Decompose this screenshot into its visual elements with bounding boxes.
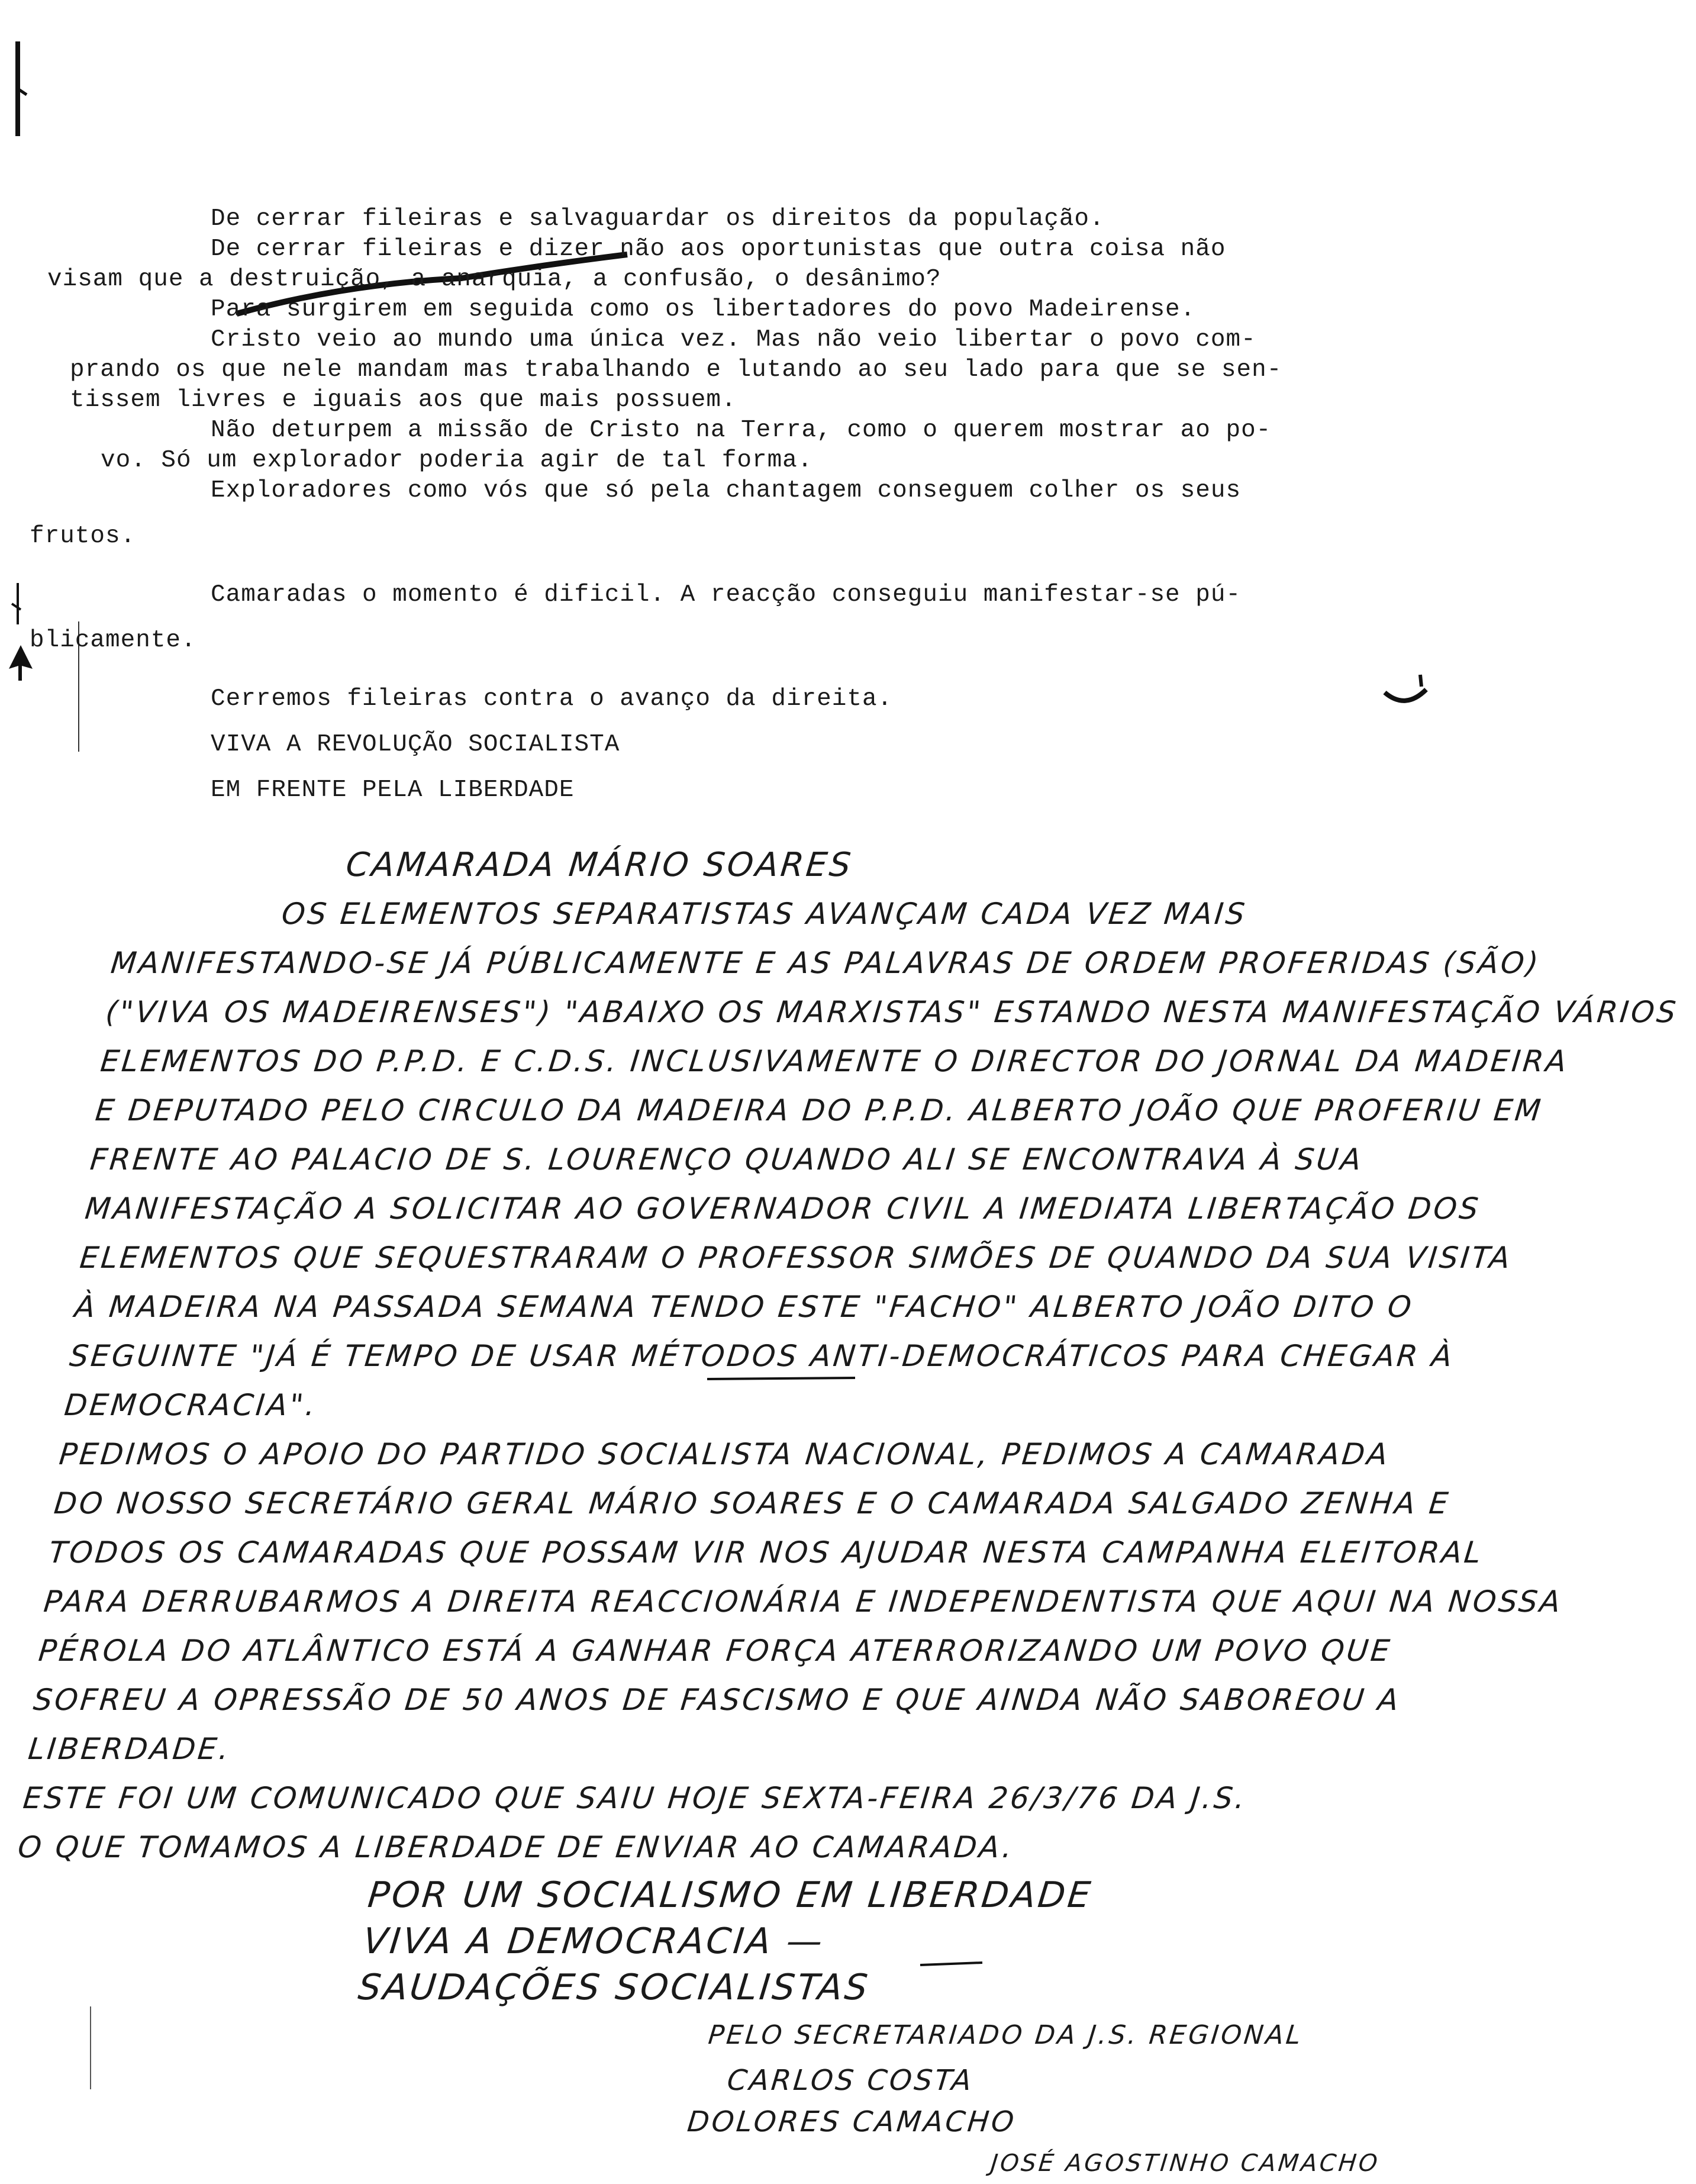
hand-line: DO NOSSO SECRETÁRIO GERAL MÁRIO SOARES E O CAMARADA SALGADO ZENHA E [52,1486,1452,1521]
hand-line: PARA DERRUBARMOS A DIREITA REACCIONÁRIA E INDEPENDENTISTA QUE AQUI NA NOSSA [42,1584,1565,1619]
typed-line: Exploradores como vós que só pela chantagem conseguem colher os seus [211,477,1242,504]
hand-salutation: CAMARADA MÁRIO SOARES [344,846,855,884]
hand-slogan: VIVA A DEMOCRACIA — [361,1921,827,1962]
hand-line: LIBERDADE. [26,1732,233,1766]
hand-line: TODOS OS CAMARADAS QUE POSSAM VIR NOS AJUDAR NESTA CAMPANHA ELEITORAL [47,1535,1485,1570]
typed-slogan: VIVA A REVOLUÇÃO SOCIALISTA [211,731,620,758]
hand-line: ELEMENTOS QUE SEQUESTRARAM O PROFESSOR SIMÕES DE QUANDO DA SUA VISITA [78,1241,1514,1275]
typed-line: Cerremos fileiras contra o avanço da direita. [211,685,893,713]
hand-line: MANIFESTAÇÃO A SOLICITAR AO GOVERNADOR CIVIL A IMEDIATA LIBERTAÇÃO DOS [83,1191,1482,1226]
typed-text-block [30,204,1343,806]
typed-line: frutos. [30,523,136,550]
hand-line: O QUE TOMAMOS A LIBERDADE DE ENVIAR AO CAMARADA. [16,1830,1016,1864]
hand-line: FRENTE AO PALACIO DE S. LOURENÇO QUANDO ALI SE ENCONTRAVA À SUA [88,1142,1365,1177]
handwritten-dash [917,1959,988,1971]
hand-line: MANIFESTANDO-SE JÁ PÚBLICAMENTE E AS PALAVRAS DE ORDEM PROFERIDAS (SÃO) [109,946,1543,980]
signature-name: DOLORES CAMACHO [685,2105,1018,2138]
typed-line: Para surgirem em seguida como os libertadores do povo Madeirense. [211,296,1196,323]
hand-line: ("VIVA OS MADEIRENSES") "ABAIXO OS MARXISTAS" ESTANDO NESTA MANIFESTAÇÃO VÁRIOS [104,995,1680,1029]
hand-slogan: SAUDAÇÕES SOCIALISTAS [356,1967,872,2008]
hand-line: E DEPUTADO PELO CIRCULO DA MADEIRA DO P.P.D. ALBERTO JOÃO QUE PROFERIU EM [93,1093,1545,1128]
hand-line: ELEMENTOS DO P.P.D. E C.D.S. INCLUSIVAMENTE O DIRECTOR DO JORNAL DA MADEIRA [99,1044,1571,1078]
binding-mark [0,36,36,142]
signature-name: JOSÉ AGOSTINHO CAMACHO [989,2150,1381,2177]
right-margin-mark [1379,669,1432,716]
typed-line: tissem livres e iguais aos que mais possuem. [70,386,737,414]
hand-line: À MADEIRA NA PASSADA SEMANA TENDO ESTE "FACHO" ALBERTO JOÃO DITO O [73,1290,1416,1324]
hand-line: PEDIMOS O APOIO DO PARTIDO SOCIALISTA NACIONAL, PEDIMOS A CAMARADA [57,1437,1392,1471]
typed-slogan: EM FRENTE PELA LIBERDADE [211,777,575,804]
typed-line: blicamente. [30,627,196,654]
handwritten-letter [0,840,1680,2184]
hand-line: OS ELEMENTOS SEPARATISTAS AVANÇAM CADA VEZ MAIS [280,897,1249,931]
signature-name: CARLOS COSTA [726,2064,976,2097]
signature-heading: PELO SECRETARIADO DA J.S. REGIONAL [707,2020,1305,2050]
typed-line: Cristo veio ao mundo uma única vez. Mas não veio libertar o povo com- [211,326,1256,353]
typed-line: Não deturpem a missão de Cristo na Terra, como o querem mostrar ao po- [211,417,1272,444]
typed-line: Camaradas o momento é dificil. A reacção conseguiu manifestar-se pú- [211,581,1242,608]
hand-line: PÉROLA DO ATLÂNTICO ESTÁ A GANHAR FORÇA ATERRORIZANDO UM POVO QUE [37,1634,1394,1668]
handwritten-underline [704,1373,858,1385]
hand-slogan: POR UM SOCIALISMO EM LIBERDADE [366,1874,1095,1916]
typed-line: prando os que nele mandam mas trabalhando e lutando ao seu lado para que se sen- [70,356,1282,384]
hand-line: SOFREU A OPRESSÃO DE 50 ANOS DE FASCISMO E QUE AINDA NÃO SABOREOU A [31,1683,1402,1717]
typed-line: vo. Só um explorador poderia agir de tal forma. [101,447,813,474]
typed-line: visam que a destruição, a anarquia, a confusão, o desânimo? [47,266,941,293]
margin-tick-mark [6,580,30,627]
hand-line: SEGUINTE "JÁ É TEMPO DE USAR MÉTODOS ANTI-DEMOCRÁTICOS PARA CHEGAR À [67,1339,1456,1373]
typed-line: De cerrar fileiras e dizer não aos oportunistas que outra coisa não [211,236,1226,263]
hand-line: ESTE FOI UM COMUNICADO QUE SAIU HOJE SEXTA-FEIRA 26/3/76 DA J.S. [21,1781,1249,1815]
hand-line: DEMOCRACIA". [62,1388,320,1422]
typed-line: De cerrar fileiras e salvaguardar os direitos da população. [211,205,1105,233]
